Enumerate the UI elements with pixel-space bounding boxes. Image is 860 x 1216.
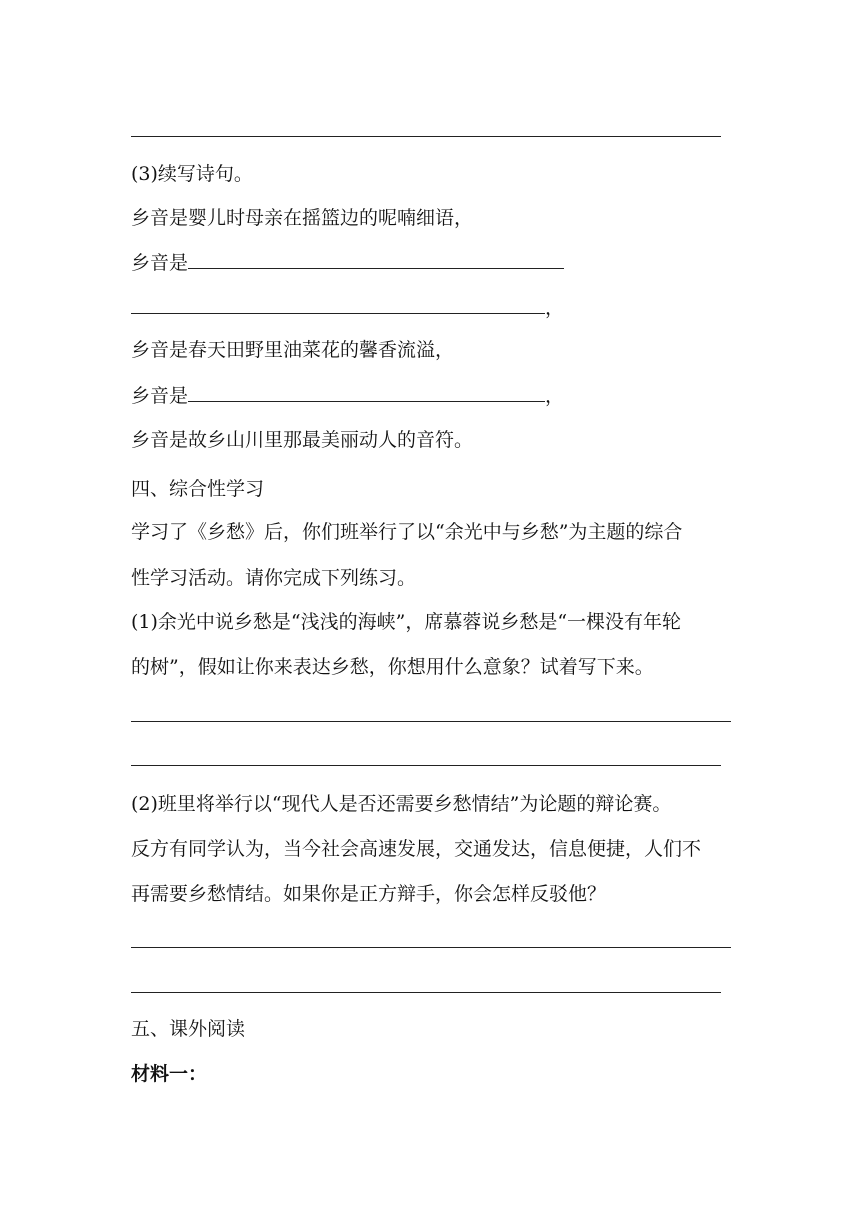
poem-line-2-prefix: 乡音是 (131, 252, 189, 274)
section-4-intro-line-2: 性学习活动。请你完成下列练习。 (131, 567, 417, 589)
poem-line-3-suffix: ， (545, 297, 565, 319)
poem-line-4: 乡音是春天田野里油菜花的馨香流溢， (131, 339, 455, 361)
poem-line-2 (131, 250, 564, 275)
answer-blank[interactable] (188, 383, 545, 402)
question-2-line-3: 再需要乡愁情结。如果你是正方辩手，你会怎样反驳他？ (131, 883, 607, 905)
answer-blank[interactable] (131, 295, 545, 314)
answer-line[interactable] (131, 992, 721, 993)
poem-line-5-prefix: 乡音是 (131, 385, 189, 407)
answer-line[interactable] (131, 765, 721, 766)
question-1-line-2: 的树”，假如让你来表达乡愁，你想用什么意象？试着写下来。 (131, 656, 654, 678)
answer-line[interactable] (131, 947, 731, 948)
answer-blank[interactable] (188, 250, 564, 269)
poem-line-6: 乡音是故乡山川里那最美丽动人的音符。 (131, 429, 474, 451)
question-2-line-1: (2)班里将举行以“现代人是否还需要乡愁情结”为论题的辩论赛。 (131, 793, 672, 815)
poem-line-3 (131, 295, 564, 320)
question-3-heading: (3)续写诗句。 (131, 163, 253, 185)
section-4-heading: 四、综合性学习 (131, 478, 265, 500)
question-2-line-2: 反方有同学认为，当今社会高速发展，交通发达，信息便捷，人们不 (131, 838, 702, 860)
poem-line-5 (131, 383, 564, 408)
question-1-line-1: (1)余光中说乡愁是“浅浅的海峡”，席慕蓉说乡愁是“一棵没有年轮 (131, 611, 682, 633)
answer-line[interactable] (131, 721, 731, 722)
poem-line-5-suffix: ， (545, 385, 565, 407)
section-4-intro-line-1: 学习了《乡愁》后，你们班举行了以“余光中与乡愁”为主题的综合 (131, 521, 683, 543)
section-5-heading: 五、课外阅读 (131, 1018, 246, 1040)
answer-line (131, 136, 721, 137)
material-1-label: 材料一： (131, 1063, 208, 1085)
poem-line-1: 乡音是婴儿时母亲在摇篮边的呢喃细语， (131, 207, 474, 229)
